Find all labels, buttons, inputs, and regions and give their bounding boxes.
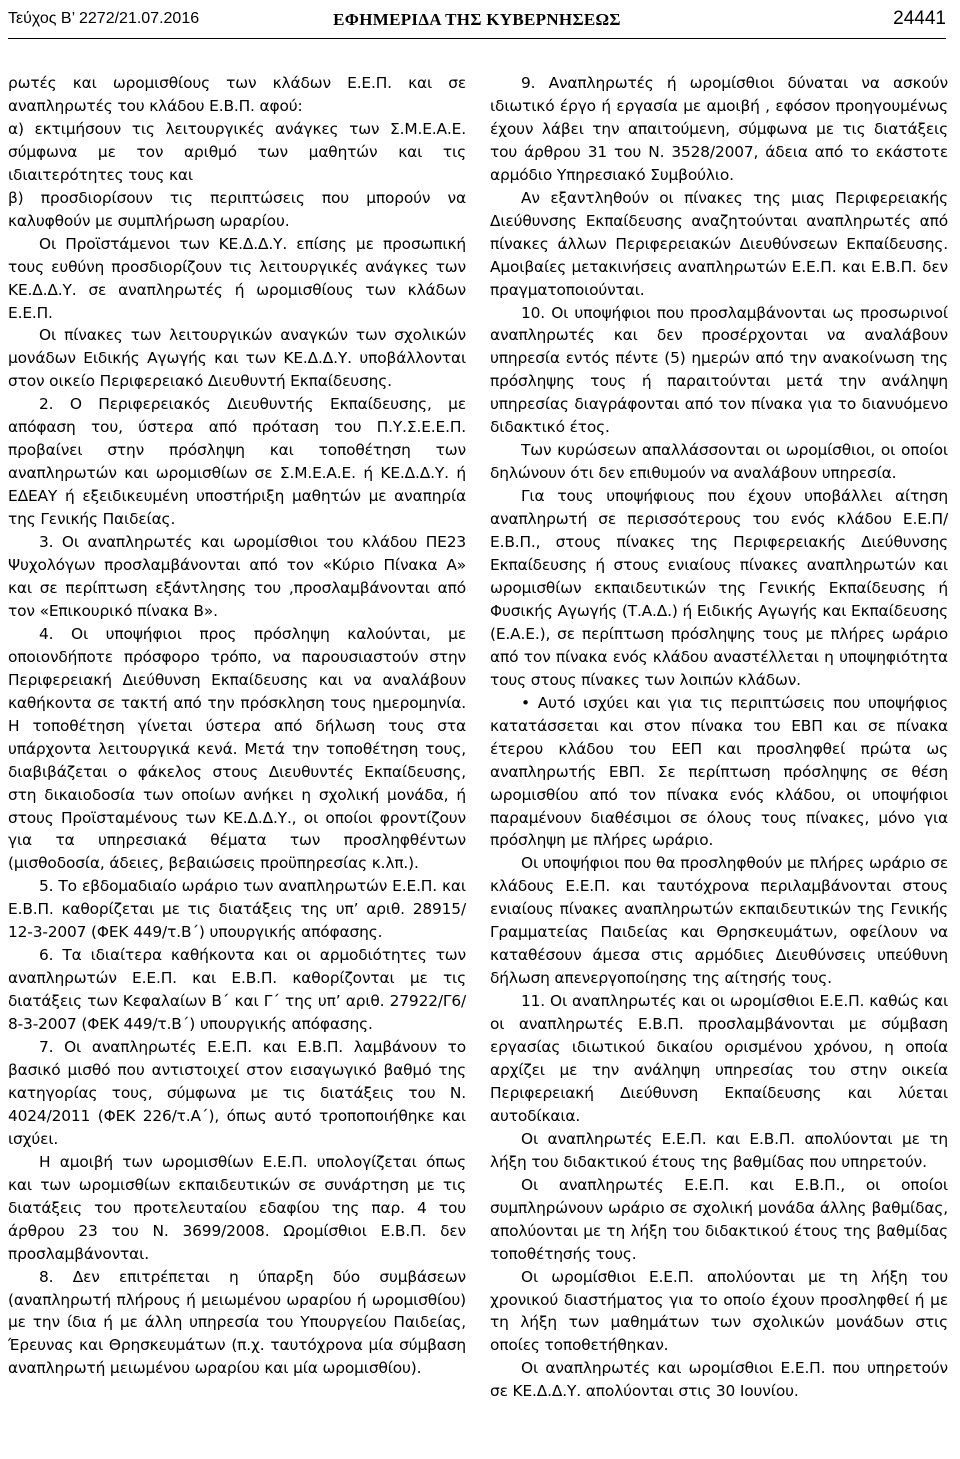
paragraph: Οι Προϊστάμενοι των ΚΕ.Δ.Δ.Υ. επίσης με προσωπική τους ευθύνη προσδιορίζουν τις λειτουργικές ανάγκες των ΚΕ.Δ.Δ.Υ. σε αναπληρωτές ή ωρομισθίους των κλάδων Ε.Ε.Π. xyxy=(8,234,466,322)
paragraph: 11. Οι αναπληρωτές και οι ωρομίσθιοι Ε.Ε.Π. καθώς και οι αναπληρωτές Ε.Β.Π. προσλαμβάνονται με σύμβαση εργασίας ιδιωτικού δικαίου ορισμένου χρόνου, η οποία αρχίζει με την ανάληψη υπηρεσίας του στην οικεία Περιφερειακή Διεύθυνση Εκπαίδευσης και λύεται αυτοδίκαια. xyxy=(490,992,948,1125)
paragraph: 9. Αναπληρωτές ή ωρομίσθιοι δύναται να ασκούν ιδιωτικό έργο ή εργασία με αμοιβή , εφόσον προηγουμένως έχουν λάβει την απαιτούμενη, σύμφωνα με τις διατάξεις του άρθρου 31 του Ν. 3528/2007, άδεια από το εκάστοτε αρμόδιο Υπηρεσιακό Συμβούλιο. xyxy=(490,74,948,184)
paragraph: Οι αναπληρωτές Ε.Ε.Π. και Ε.Β.Π., οι οποίοι συμπληρώνουν ωράριο σε σχολική μονάδα άλλης βαθμίδας, απολύονται με τη λήξη του διδακτικού έτους της βαθμίδας τοποθέτησής τους. xyxy=(490,1175,948,1263)
paragraph: β) προσδιορίσουν τις περιπτώσεις που μπορούν να καλυφθούν με συμπλήρωση ωραρίου. xyxy=(8,188,466,230)
paragraph: 2. Ο Περιφερειακός Διευθυντής Εκπαίδευσης, με απόφαση του, ύστερα από πρόταση του Π.Υ.Σ.Ε.Ε.Π. προβαίνει στην πρόσληψη και τοποθέτηση των αναπληρωτών και ωρομισθίων σε Σ.Μ.Ε.Α.Ε. ή ΚΕ.Δ.Δ.Υ. ή ΕΔΕΑΥ ή εξειδικευμένη υποστήριξη μαθητών με αναπηρία της Γενικής Παιδείας. xyxy=(8,395,466,529)
paragraph: 3. Οι αναπληρωτές και ωρομίσθιοι του κλάδου ΠΕ23 Ψυχολόγων προσλαμβάνονται από τον «Κύριο Πίνακα Α» και σε περίπτωση εξάντλησης του ,προσλαμβάνονται από τον «Επικουρικό πίνακα Β». xyxy=(8,533,466,620)
paragraph: 7. Οι αναπληρωτές Ε.Ε.Π. και Ε.Β.Π. λαμβάνουν το βασικό μισθό που αντιστοιχεί στον εισαγωγικό βαθμό της κατηγορίας τους, σύμφωνα με τις διατάξεις του Ν. 4024/2011 (ΦΕΚ 226/τ.Α΄), όπως αυτό τροποποιήθηκε και ισχύει. xyxy=(8,1038,466,1148)
left-column xyxy=(8,72,466,1380)
paragraph: 5. Το εβδομαδιαίο ωράριο των αναπληρωτών Ε.Ε.Π. και Ε.Β.Π. καθορίζεται με τις διατάξεις της υπ’ αριθ. 28915/ 12-3-2007 (ΦΕΚ 449/τ.Β΄) υπουργικής απόφασης. xyxy=(8,877,466,942)
header-rule xyxy=(8,38,946,39)
paragraph: α) εκτιμήσουν τις λειτουργικές ανάγκες των Σ.Μ.Ε.Α.Ε. σύμφωνα με τον αριθμό των μαθητών και τις ιδιαιτερότητες τους και xyxy=(8,119,466,184)
paragraph: Για τους υποψήφιους που έχουν υποβάλλει αίτηση αναπληρωτή σε περισσότερους του ενός κλάδου Ε.Ε.Π/ Ε.Β.Π., στους πίνακες της Περιφερειακής Διεύθυνσης Εκπαίδευσης ή στους ενιαίους πίνακες αναπληρωτών και ωρομισθίων εκπαιδευτικών της Γενικής Εκπαίδευσης ή Φυσικής Αγωγής (Τ.Α.Δ.) ή Ειδικής Αγωγής και Εκπαίδευσης (Ε.Α.Ε.), σε περίπτωση πρόσληψης τους με πλήρες ωράριο από τον πίνακα ενός κλάδου αναστέλλεται η υποψηφιότητα τους στους πίνακες των λοιπών κλάδων. xyxy=(490,487,948,689)
paragraph: Των κυρώσεων απαλλάσσονται οι ωρομίσθιοι, οι οποίοι δηλώνουν ότι δεν επιθυμούν να αναλάβουν υπηρεσία. xyxy=(490,441,948,483)
paragraph: 6. Τα ιδιαίτερα καθήκοντα και οι αρμοδιότητες των αναπληρωτών Ε.Ε.Π. και Ε.Β.Π. καθορίζονται με τις διατάξεις των Κεφαλαίων Β΄ και Γ΄ της υπ’ αριθ. 27922/Γ6/ 8-3-2007 (ΦΕΚ 449/τ.Β΄) υπουργικής απόφασης. xyxy=(8,946,466,1034)
gazette-title: ΕΦΗΜΕΡΙΔΑ ΤΗΣ ΚΥΒΕΡΝΗΣΕΩΣ xyxy=(333,10,621,29)
page-header xyxy=(8,8,946,34)
bullet-paragraph: • Αυτό ισχύει και για τις περιπτώσεις που υποψήφιος κατατάσσεται και στον πίνακα του ΕΒΠ και σε πίνακα έτερου κλάδου του ΕΕΠ και προσληφθεί πρώτα ως αναπληρωτής ΕΒΠ. Σε περίπτωση πρόσληψης σε θέση ωρομισθίου από τον πίνακα ενός κλάδου, οι υποψήφιοι παραμένουν διαθέσιμοι σε όλους τους πίνακες, μόνο για πρόσληψη με πλήρες ωράριο. xyxy=(490,693,948,850)
paragraph: 8. Δεν επιτρέπεται η ύπαρξη δύο συμβάσεων (αναπληρωτή πλήρους ή μειωμένου ωραρίου ή ωρομισθίου) με την ίδια ή με άλλη υπηρεσία του Υπουργείου Παιδείας, Έρευνας και Θρησκευμάτων (π.χ. ταυτόχρονα μία σύμβαση αναπληρωτή μειωμένου ωραρίου και μία ωρομισθίου). xyxy=(8,1267,466,1378)
paragraph: Αν εξαντληθούν οι πίνακες της μιας Περιφερειακής Διεύθυνσης Εκπαίδευσης αναζητούνται αναπληρωτές από πίνακες άλλων Περιφερειακών Διευθύνσεων Εκπαίδευσης. Αμοιβαίες μετακινήσεις αναπληρωτών Ε.Ε.Π. και Ε.Β.Π. δεν πραγματοποιούνται. xyxy=(490,188,948,299)
paragraph: Οι υποψήφιοι που θα προσληφθούν με πλήρες ωράριο σε κλάδους Ε.Ε.Π. και ταυτόχρονα περιλαμβάνονται στους ενιαίους πίνακες αναπληρωτών εκπαιδευτικών της Γενικής Γραμματείας Παιδείας και Θρησκευμάτων, οφείλουν να καταθέσουν άμεσα στις αρμόδιες Διευθύνσεις υπεύθυνη δήλωση απενεργοποίησης της αίτησής τους. xyxy=(490,854,948,988)
paragraph: Η αμοιβή των ωρομισθίων Ε.Ε.Π. υπολογίζεται όπως και των ωρομισθίων εκπαιδευτικών σε συνάρτηση με τις διατάξεις του προτελευταίου εδαφίου της παρ. 4 του άρθρου 23 του Ν. 3699/2008. Ωρομίσθιοι Ε.Β.Π. δεν προσλαμβάνονται. xyxy=(8,1152,466,1263)
paragraph: Οι πίνακες των λειτουργικών αναγκών των σχολικών μονάδων Ειδικής Αγωγής και των ΚΕ.Δ.Δ.Υ. υποβάλλονται στον οικείο Περιφερειακό Διευθυντή Εκπαίδευσης. xyxy=(8,326,466,391)
paragraph: 4. Οι υποψήφιοι προς πρόσληψη καλούνται, με οποιονδήποτε πρόσφορο τρόπο, να παρουσιαστούν στην Περιφερειακή Διεύθυνση Εκπαίδευσης και να αναλάβουν καθήκοντα σε τακτή από την πρόσκληση τους ημερομηνία. Η τοποθέτηση γίνεται ύστερα από δήλωση τους στα υπάρχοντα λειτουργικά κενά. Μετά την τοποθέτηση τους, διαβιβάζεται ο φάκελος στους Διευθυντές Εκπαίδευσης, στη δικαιοδοσία των οποίων ανήκει η σχολική μονάδα, ή στους Προϊσταμένους των ΚΕ.Δ.Δ.Υ., οι οποίοι φροντίζουν για τα υπηρεσιακά θέματα των προσληφθέντων (μισθοδοσία, άδειες, βεβαιώσεις προϋπηρεσίας κ.λπ.). xyxy=(8,624,466,873)
paragraph: Οι αναπληρωτές και ωρομίσθιοι Ε.Ε.Π. που υπηρετούν σε ΚΕ.Δ.Δ.Υ. απολύονται στις 30 Ιουνίου. xyxy=(490,1359,948,1401)
paragraph: ρωτές και ωρομισθίους των κλάδων Ε.Ε.Π. και σε αναπληρωτές του κλάδου Ε.Β.Π. αφού: xyxy=(8,74,466,115)
paragraph: Οι ωρομίσθιοι Ε.Ε.Π. απολύονται με τη λήξη του χρονικού διαστήματος για το οποίο έχουν προσληφθεί ή με τη λήξη των μαθημάτων των σχολικών μονάδων στις οποίες τοποθετήθηκαν. xyxy=(490,1267,948,1355)
paragraph: Οι αναπληρωτές Ε.Ε.Π. και Ε.Β.Π. απολύονται με τη λήξη του διδακτικού έτους της βαθμίδας που υπηρετούν. xyxy=(490,1129,948,1171)
issue-reference: Τεύχος Β’ 2272/21.07.2016 xyxy=(8,10,200,27)
paragraph: 10. Οι υποψήφιοι που προσλαμβάνονται ως προσωρινοί αναπληρωτές και δεν προσέρχονται να αναλάβουν υπηρεσία εντός πέντε (5) ημερών από την ανακοίνωση της πρόσληψης τους ή παραιτούνται μετά την ανάληψη υπηρεσίας διαγράφονται από τον πίνακα για το διανυόμενο διδακτικό έτος. xyxy=(490,303,948,437)
page-number: 24441 xyxy=(893,8,946,29)
right-column xyxy=(490,72,948,1403)
